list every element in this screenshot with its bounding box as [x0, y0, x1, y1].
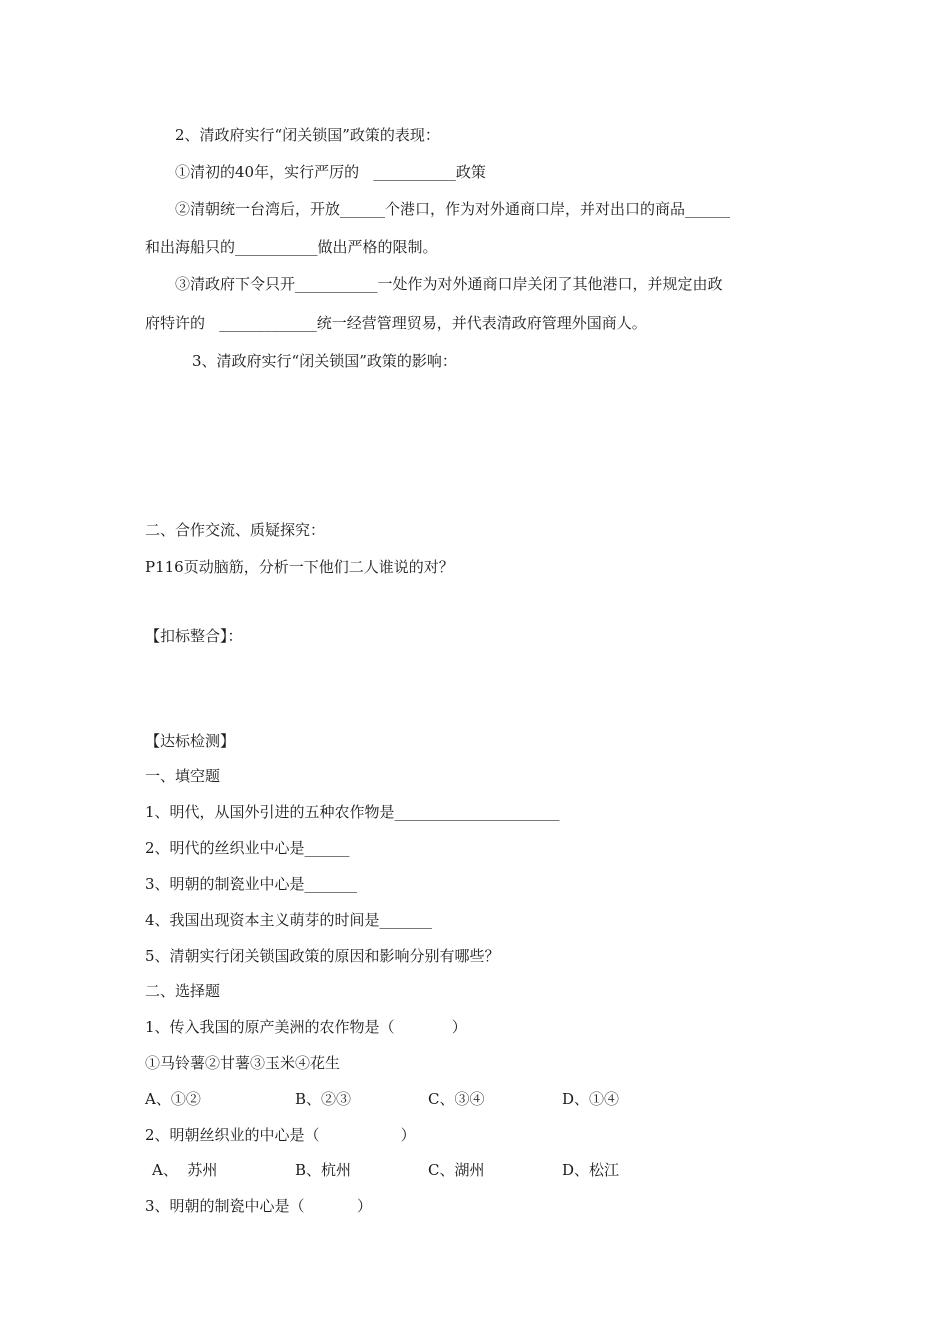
assessment-title: 【达标检测】 [145, 732, 236, 750]
choice-q2-option-a: A、 苏州 [152, 1161, 218, 1179]
choice-title: 二、选择题 [145, 982, 221, 1000]
choice-question-1-items: ①马铃薯②甘薯③玉米④花生 [145, 1054, 341, 1072]
choice-q1-option-a: A、①② [145, 1090, 201, 1108]
choice-q1-option-c: C、③④ [428, 1090, 485, 1108]
section2-question: P116页动脑筋，分析一下他们二人谁说的对？ [145, 558, 454, 576]
item2-sub1: ①清初的40年，实行严厉的 ___________政策 [175, 163, 486, 181]
item2-title: 2、清政府实行“闭关锁国”政策的表现： [175, 126, 440, 144]
item2-sub2-line2: 和出海船只的___________做出严格的限制。 [145, 238, 438, 256]
item2-sub2-line1: ②清朝统一台湾后，开放______个港口，作为对外通商口岸，并对出口的商品______ [175, 200, 731, 218]
choice-q1-option-b: B、②③ [295, 1090, 352, 1108]
choice-q2-option-c: C、湖州 [428, 1161, 485, 1179]
choice-q2-option-b: B、杭州 [295, 1161, 352, 1179]
fill-question-1: 1、明代，从国外引进的五种农作物是______________________ [145, 803, 560, 821]
fill-title: 一、填空题 [145, 767, 221, 785]
choice-question-1: 1、传入我国的原产美洲的农作物是（ ） [145, 1018, 467, 1036]
fill-question-2: 2、明代的丝织业中心是______ [145, 839, 350, 857]
fill-question-5: 5、清朝实行闭关锁国政策的原因和影响分别有哪些？ [145, 947, 500, 965]
fill-question-4: 4、我国出现资本主义萌芽的时间是_______ [145, 911, 433, 929]
choice-q1-option-d: D、①④ [562, 1090, 620, 1108]
fill-question-3: 3、明朝的制瓷业中心是_______ [145, 875, 358, 893]
choice-question-2: 2、明朝丝织业的中心是（ ） [145, 1126, 416, 1144]
choice-q2-option-d: D、松江 [562, 1161, 620, 1179]
integration-title: 【扣标整合】： [145, 627, 243, 645]
item2-sub3-line2: 府特许的 _____________统一经营管理贸易，并代表清政府管理外国商人。 [145, 314, 647, 332]
item2-sub3-line1: ③清政府下令只开___________一处作为对外通商口岸关闭了其他港口，并规定由政 [175, 275, 723, 293]
choice-question-3: 3、明朝的制瓷中心是（ ） [145, 1197, 372, 1215]
section2-title: 二、合作交流、质疑探究： [145, 521, 326, 539]
item3-title: 3、清政府实行“闭关锁国”政策的影响： [192, 352, 457, 370]
